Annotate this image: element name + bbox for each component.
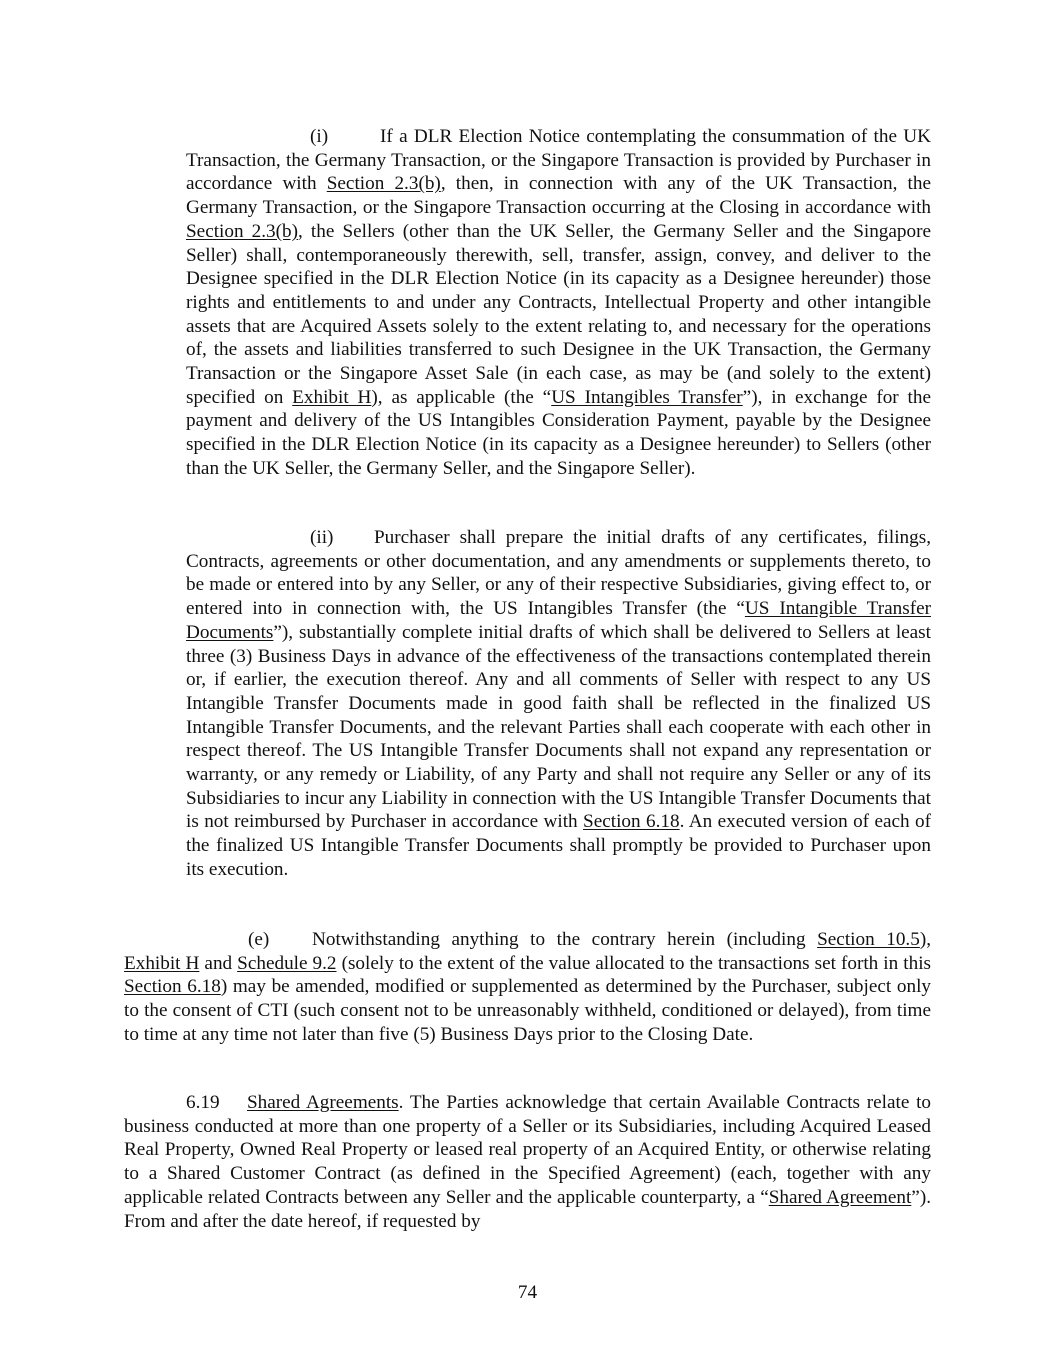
page-number: 74 xyxy=(517,1282,538,1303)
exhibit-reference: Exhibit H xyxy=(292,386,372,408)
paragraph-text: ”), in exchange for the payment and delivery of the US Intangibles Consideration Payment, payable by the Designee specified in the DLR Election Notice (in its capacity as a Designee hereunder) to Sellers (other than the UK Seller, the Germany Seller, and the Singapore Seller). xyxy=(186,386,931,479)
paragraph-text: . The Parties acknowledge that certain Available Contracts relate to business conducted at more than one property of a Seller or its Subsidiaries, including Acquired Leased Real Property, Owned Real Property or leased real property of an Acquired Entity, or otherwise relating to a Shared Customer Contract (as defined in the Specified Agreement) (each, together with any applicable related Contracts between any Seller and the applicable counterparty, a “ xyxy=(124,1092,931,1208)
section-number: 6.19 xyxy=(186,1092,220,1113)
section-reference: Section 2.3(b) xyxy=(186,220,299,242)
defined-term: Shared Agreement xyxy=(768,1186,912,1208)
paragraph-text: Purchaser shall prepare the initial drafts of any certificates, filings, Contracts, agreements or other documentation, and any amendments or supplements thereto, to be made or entered into by any Seller, or any of their respective Subsidiaries, giving effect to, or entered into in connection with, the US Intangibles Transfer (the “ xyxy=(186,527,931,620)
paragraph-number: (i) xyxy=(310,126,329,147)
paragraph-text: ”), substantially complete initial drafts of which shall be delivered to Sellers at least three (3) Business Days in advance of the effectiveness of the transactions contemplated therein or, if earlier, the execution thereof. Any and all comments of Seller with respect to any US Intangible Transfer Documents made in good faith shall be reflected in the finalized US Intangible Transfer Documents, and the relevant Parties shall each cooperate with each other in respect thereof. The US Intangible Transfer Documents shall not expand any representation or warranty, or any remedy or Liability, of any Party and shall not require any Seller or any of its Subsidiaries to incur any Liability in connection with the US Intangible Transfer Documents that is not reimbursed by Purchaser in accordance with xyxy=(186,621,931,833)
schedule-reference: Schedule 9.2 xyxy=(237,952,337,974)
paragraph-text: ”). From and after the date hereof, if requested by xyxy=(124,1186,931,1232)
section-reference: Section 2.3(b) xyxy=(326,173,441,195)
paragraph-i xyxy=(186,125,931,481)
paragraph-e xyxy=(124,928,931,1047)
defined-term: US Intangible Transfer Documents xyxy=(186,598,931,643)
paragraph-ii xyxy=(186,526,931,882)
defined-term: US Intangibles Transfer xyxy=(551,386,743,408)
section-6-19 xyxy=(124,1091,931,1233)
paragraph-number: (e) xyxy=(248,929,270,950)
section-reference: Section 6.18 xyxy=(124,976,221,998)
exhibit-reference: Exhibit H xyxy=(124,952,200,974)
paragraph-text: , the Sellers (other than the UK Seller, the Germany Seller and the Singapore Seller) shall, contemporaneously therewith, sell, transfer, assign, convey, and deliver to the Designee specified in the DLR Election Notice (in its capacity as a Designee hereunder) those rights and entitlements to and under any Contracts, Intellectual Property and other intangible assets that are Acquired Assets solely to the extent relating to, and necessary for the operations of, the assets and liabilities transferred to such Designee in the UK Transaction, the Germany Transaction or the Singapore Asset Sale (in each case, as may be (and solely to the extent) specified on xyxy=(186,220,931,408)
paragraph-number: (ii) xyxy=(310,527,334,548)
paragraph-text: , then, in connection with any of the UK Transaction, the Germany Transaction, or the Singapore Transaction occurring at the Closing in accordance with xyxy=(186,173,931,219)
paragraph-text: (solely to the extent of the value allocated to the transactions set forth in this xyxy=(336,952,931,974)
paragraph-text: ), xyxy=(919,929,931,950)
paragraph-text: . An executed version of each of the finalized US Intangible Transfer Documents shall promptly be provided to Purchaser upon its execution. xyxy=(186,811,931,880)
paragraph-text: ), as applicable (the “ xyxy=(371,386,552,408)
paragraph-text: ) may be amended, modified or supplemented as determined by the Purchaser, subject only to the consent of CTI (such consent not to be unreasonably withheld, conditioned or delayed), from time to time at any time not later than five (5) Business Days prior to the Closing Date. xyxy=(124,976,931,1045)
paragraph-text: Notwithstanding anything to the contrary herein (including xyxy=(312,929,818,950)
section-reference: Section 10.5 xyxy=(817,929,920,950)
paragraph-text: If a DLR Election Notice contemplating the consummation of the UK Transaction, the Germany Transaction, or the Singapore Transaction is provided by Purchaser in accordance with xyxy=(186,126,931,195)
section-reference: Section 6.18 xyxy=(583,811,680,833)
paragraph-text: and xyxy=(199,952,238,974)
section-heading: Shared Agreements xyxy=(247,1092,399,1113)
